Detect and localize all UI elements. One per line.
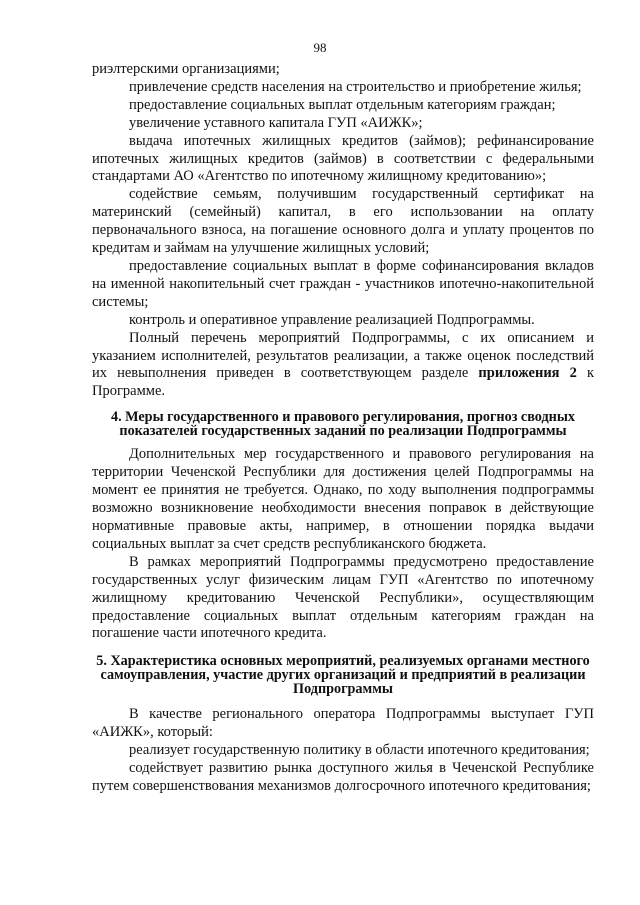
paragraph: содействие семьям, получившим государственный сертификат на материнский (семейный) капитал, в его использовании на оплату первоначального взноса, на погашение основного долга и уплату процентов по кредитам и займам на улучшение жилищных условий; bbox=[92, 186, 594, 257]
paragraph: Дополнительных мер государственного и правового регулирования на территории Чеченской Республики для достижения целей Подпрограммы на момент ее принятия не требуется. Однако, по ходу выполнения подпрограммы возможно возникновение необходимости внесения поправок в действующие нормативные правовые акты, например, в отношении порядка выдачи социальных выплат за счет средств республиканского бюджета. bbox=[92, 446, 594, 552]
paragraph-text: Полный перечень мероприятий Подпрограммы, с их описанием и указанием исполнителей, результатов реализации, а также оценок последствий их невыполнения приведен в соответствующем разделе bbox=[92, 329, 594, 382]
paragraph: риэлтерскими организациями; bbox=[92, 61, 280, 77]
paragraph: предоставление социальных выплат в форме софинансирования вкладов на именной накопительный счет граждан - участников ипотечно-накопительной системы; bbox=[92, 257, 594, 310]
paragraph: содействует развитию рынка доступного жилья в Чеченской Республике путем совершенствования механизмов долгосрочного ипотечного кредитования; bbox=[92, 759, 594, 794]
page-body bbox=[92, 61, 594, 796]
section-4-heading: 4. Меры государственного и правового регулирования, прогноз сводных показателей государственных заданий по реализации Подпрограммы bbox=[110, 409, 576, 439]
paragraph: контроль и оперативное управление реализацией Подпрограммы. bbox=[129, 311, 535, 328]
paragraph: увеличение уставного капитала ГУП «АИЖК»; bbox=[129, 114, 423, 131]
page-number: 98 bbox=[313, 40, 327, 55]
paragraph-full-list bbox=[92, 330, 594, 402]
paragraph: реализует государственную политику в области ипотечного кредитования; bbox=[129, 741, 590, 758]
paragraph: привлечение средств населения на строительство и приобретение жилья; bbox=[129, 78, 582, 95]
section-5-heading: 5. Характеристика основных мероприятий, реализуемых органами местного самоуправления, участие других организаций и предприятий в реализации Подпрограммы bbox=[96, 653, 590, 697]
paragraph-text: к Программе. bbox=[92, 365, 594, 400]
appendix-reference: приложения 2 bbox=[478, 365, 577, 382]
paragraph: выдача ипотечных жилищных кредитов (займов); рефинансирование ипотечных жилищных кредитов (займов) в соответствии с федеральными стандартами АО «Агентство по ипотечному жилищному кредитованию»; bbox=[92, 132, 594, 185]
paragraph: В качестве регионального оператора Подпрограммы выступает ГУП «АИЖК», который: bbox=[92, 706, 594, 741]
paragraph: В рамках мероприятий Подпрограммы предусмотрено предоставление государственных услуг физическим лицам ГУП «Агентство по ипотечному жилищному кредитованию Чеченской Республики», осуществляющим предоставление социальных выплат отдельным категориям граждан на погашение части ипотечного кредита. bbox=[92, 553, 594, 642]
paragraph: предоставление социальных выплат отдельным категориям граждан; bbox=[129, 96, 556, 113]
